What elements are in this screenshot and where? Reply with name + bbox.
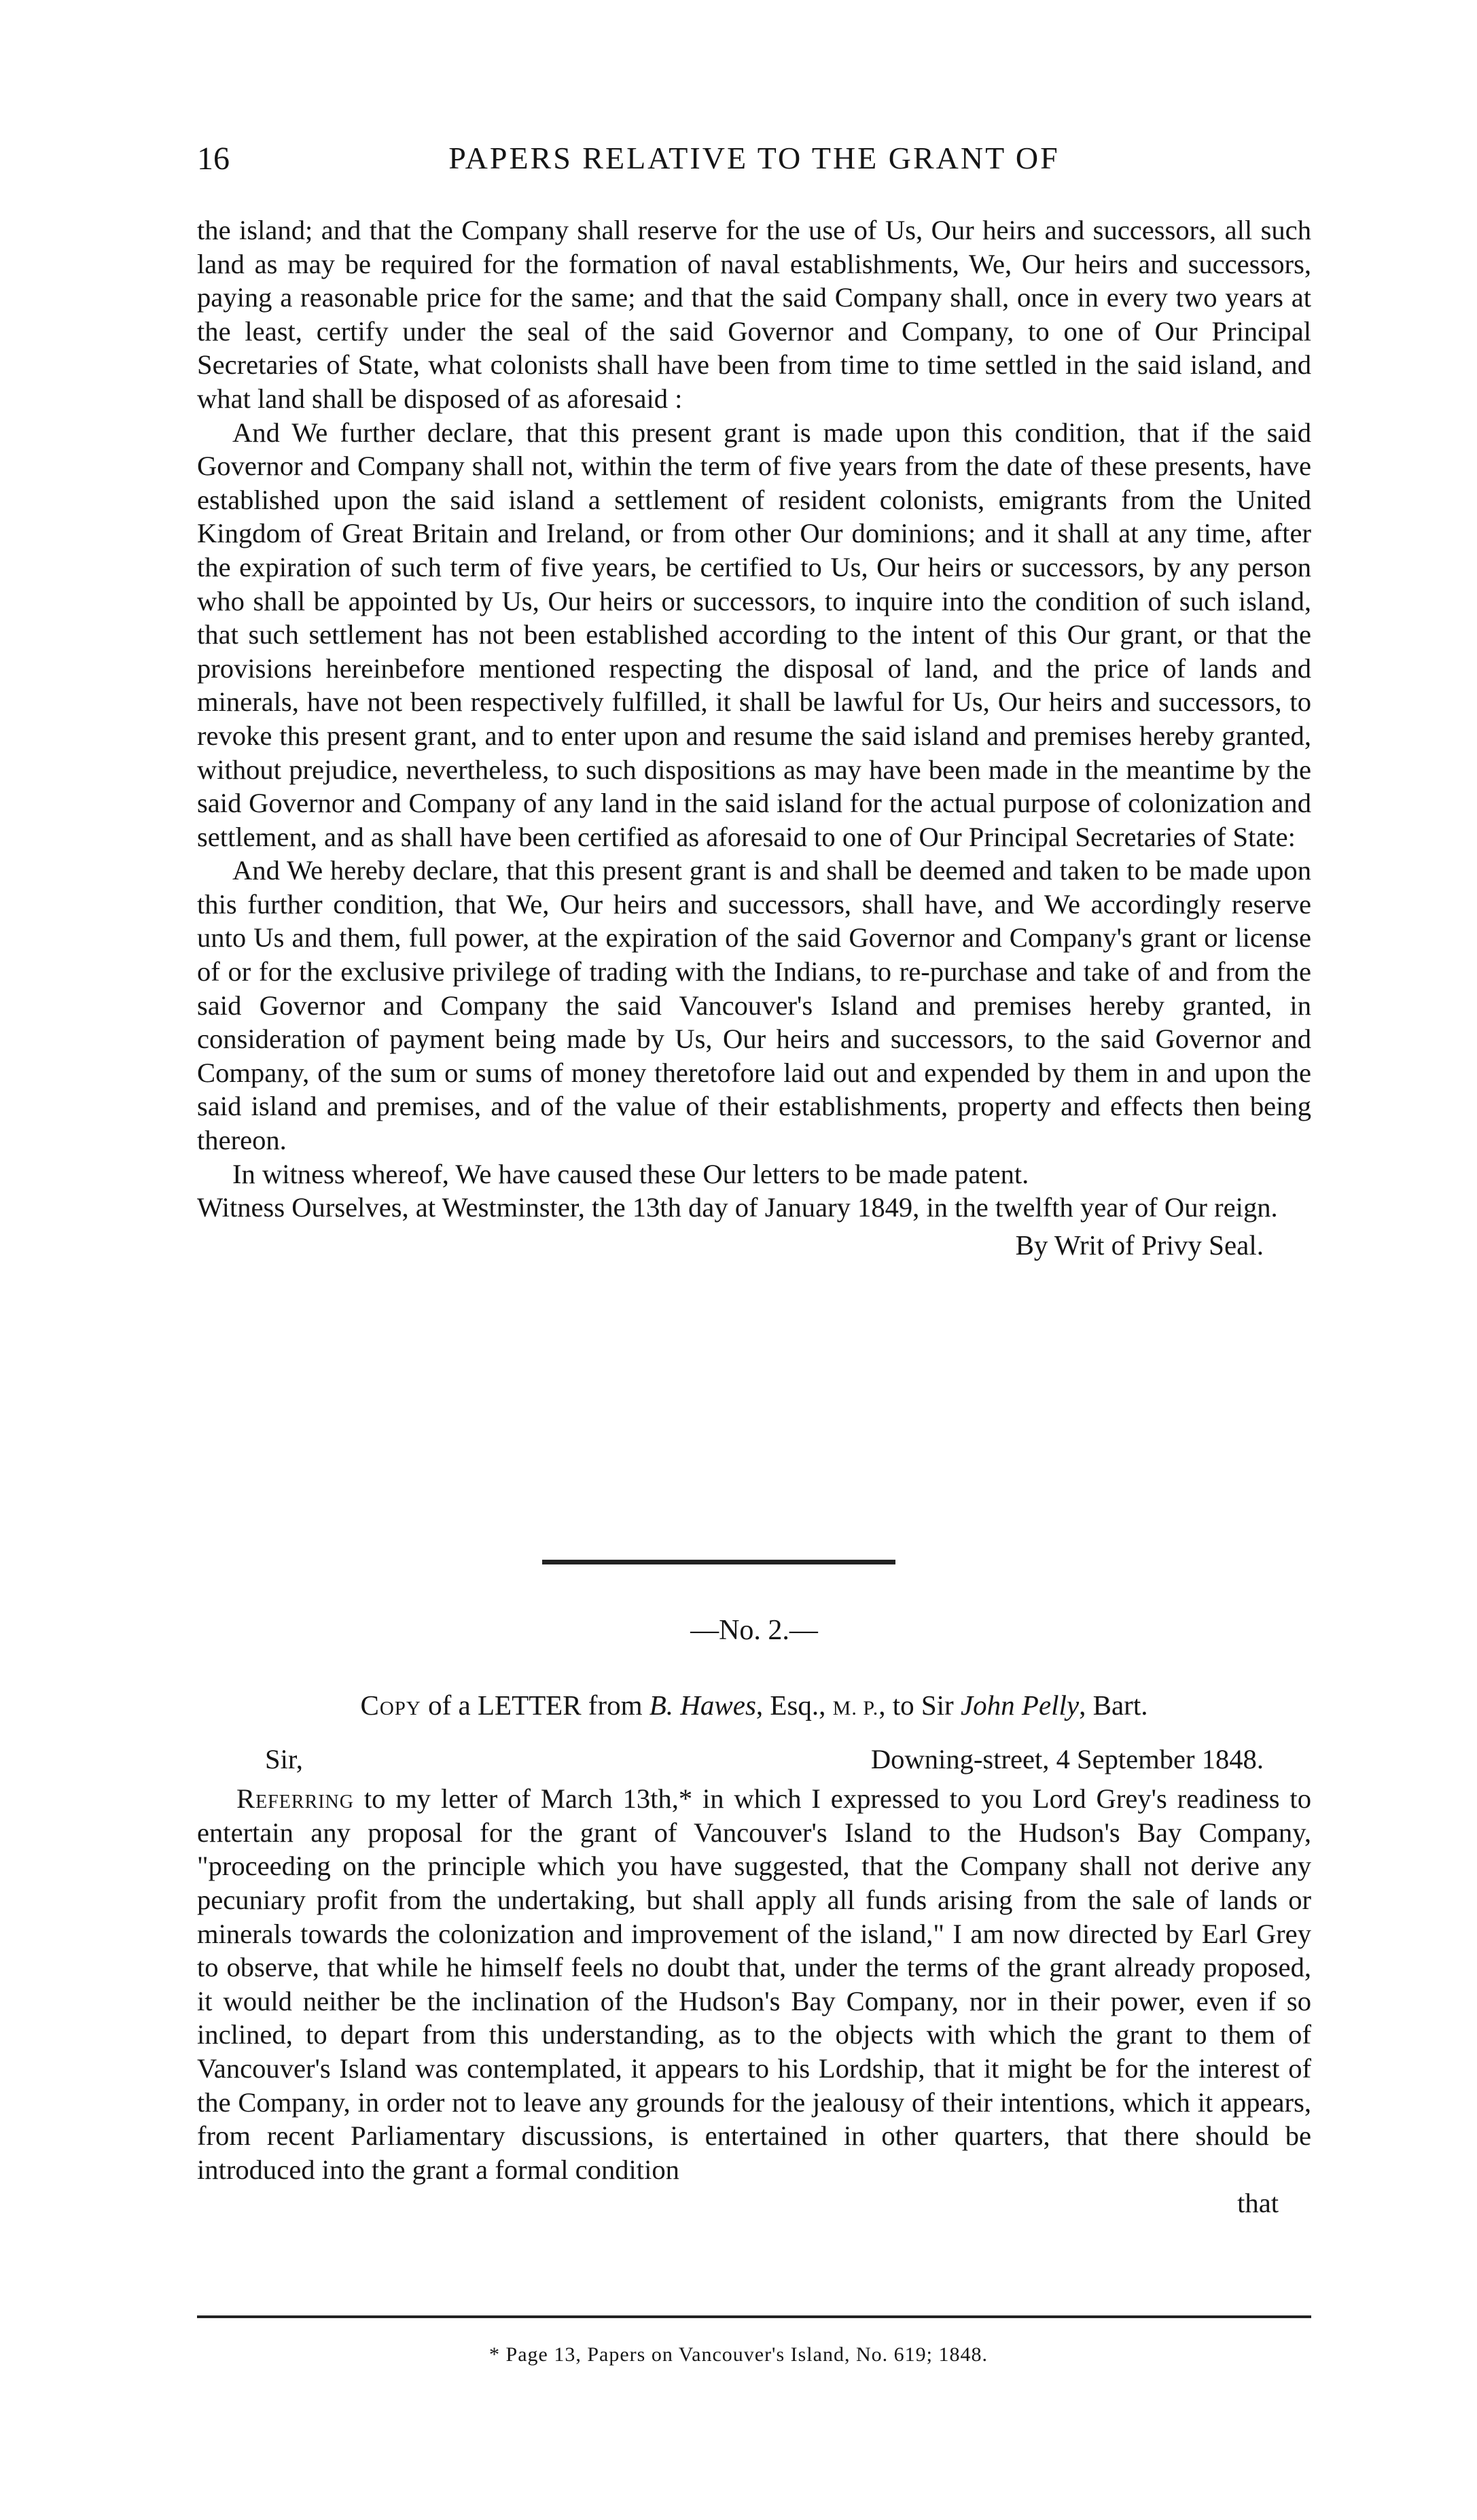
section-divider — [542, 1560, 895, 1564]
paragraph: In witness whereof, We have caused these Our letters to be made patent. — [232, 1158, 1029, 1189]
paragraph: And We hereby declare, that this present grant is and shall be deemed and taken to be made upon this further condition, that We, Our heirs and successors, shall have, and We accordingly reserve unto Us and them, full power, at the expiration of the said Governor and Company's grant or license of or for the exclusive privilege of trading with the Indians, to re-purchase and take of and from the said Governor and Company the said Vancouver's Island and premises hereby granted, in consideration of payment being made by Us, Our heirs and successors, to the said Governor and Company, of the sum or sums of money theretofore laid out and expended by them in and upon the said island and premises, and of the value of their establishments, property and effects then being thereon. — [197, 855, 1311, 1156]
heading-sender-title: , Esq., — [755, 1689, 826, 1721]
heading-bart: , Bart. — [1079, 1689, 1148, 1721]
salutation: Sir, — [265, 1744, 303, 1775]
running-head — [197, 140, 1311, 188]
letter-section — [197, 1614, 1311, 2220]
grant-text — [197, 213, 1311, 1262]
document-number: —No. 2.— — [690, 1615, 818, 1646]
heading-sender: B. Hawes — [649, 1689, 756, 1721]
heading-to: , to Sir — [878, 1689, 954, 1721]
heading-copy: Copy — [360, 1689, 421, 1721]
page-number: 16 — [197, 141, 230, 177]
footnote-divider — [197, 2315, 1311, 2318]
opening-word: Referring — [236, 1783, 354, 1815]
paragraph: the island; and that the Company shall reserve for the use of Us, Our heirs and successors, all such land as may be required for the formation of naval establishments, We, Our heirs and successors, paying a reasonable price for the same; and that the said Company shall, once in every two years at the least, certify under the seal of the said Governor and Company, to one of Our Principal Secretaries of State, what colonists shall have been from time to time settled in the said island, and what land shall be disposed of as aforesaid : — [197, 215, 1311, 414]
letter-heading — [197, 1689, 1311, 1726]
letter-body — [197, 1782, 1311, 2186]
heading-recipient: John Pelly — [960, 1689, 1080, 1721]
letter-body-text: to my letter of March 13th,* in which I expressed to you Lord Grey's readiness to entertain any proposal for the grant of Vancouver's Island to the Hudson's Bay Company, "proceeding on the principle which you have suggested, that the Company shall not derive any pecuniary profit from the undertaking, but shall apply all funds arising from the sale of lands or minerals towards the colonization and improvement of the island," I am now directed by Earl Grey to observe, that while he himself feels no doubt that, under the terms of the grant already proposed, it would neither be the inclination of the Hudson's Bay Company, nor in their power, even if so inclined, to depart from this understanding, as to the objects with which the grant to them of Vancouver's Island was contemplated, it appears to his Lordship, that it might be for the interest of the Company, in order not to leave any grounds for the jealousy of their intentions, which it appears, from recent Parliamentary discussions, is entertained in other quarters, that there should be introduced into the grant a formal condition — [197, 1783, 1311, 2185]
paragraph: And We further declare, that this present grant is made upon this condition, that if the said Governor and Company shall not, within the term of five years from the date of these presents, have established upon the said island a settlement of resident colonists, emigrants from the United Kingdom of Great Britain and Ireland, or from other Our dominions; and it shall at any time, after the expiration of such term of five years, be certified to Us, Our heirs or successors, by any person who shall be appointed by Us, Our heirs or successors, to inquire into the condition of such island, that such settlement has not been established according to the intent of this Our grant, or that the provisions hereinbefore mentioned respecting the disposal of land, and the price of lands and minerals, have not been respectively fulfilled, it shall be lawful for Us, Our heirs and successors, to revoke this present grant, and to enter upon and resume the said island and premises hereby granted, without prejudice, nevertheless, to such dispositions as may have been made in the meantime by the said Governor and Company of any land in the said island for the actual purpose of colonization and settlement, and as shall have been certified as aforesaid to one of Our Principal Secretaries of State: — [197, 417, 1311, 852]
signature: By Writ of Privy Seal. — [1015, 1229, 1264, 1261]
salutation-line — [197, 1743, 1311, 1778]
footnote: * Page 13, Papers on Vancouver's Island, No. 619; 1848. — [489, 2343, 988, 2366]
running-head-title: PAPERS RELATIVE TO THE GRANT OF — [448, 141, 1060, 175]
heading-mp: M. P. — [832, 1696, 879, 1719]
heading-text: of a LETTER from — [428, 1689, 643, 1721]
dateline: Downing-street, 4 September 1848. — [870, 1744, 1264, 1775]
paragraph: Witness Ourselves, at Westminster, the 13th day of January 1849, in the twelfth year of Our reign. — [197, 1192, 1278, 1223]
catchword: that — [1237, 2188, 1279, 2219]
